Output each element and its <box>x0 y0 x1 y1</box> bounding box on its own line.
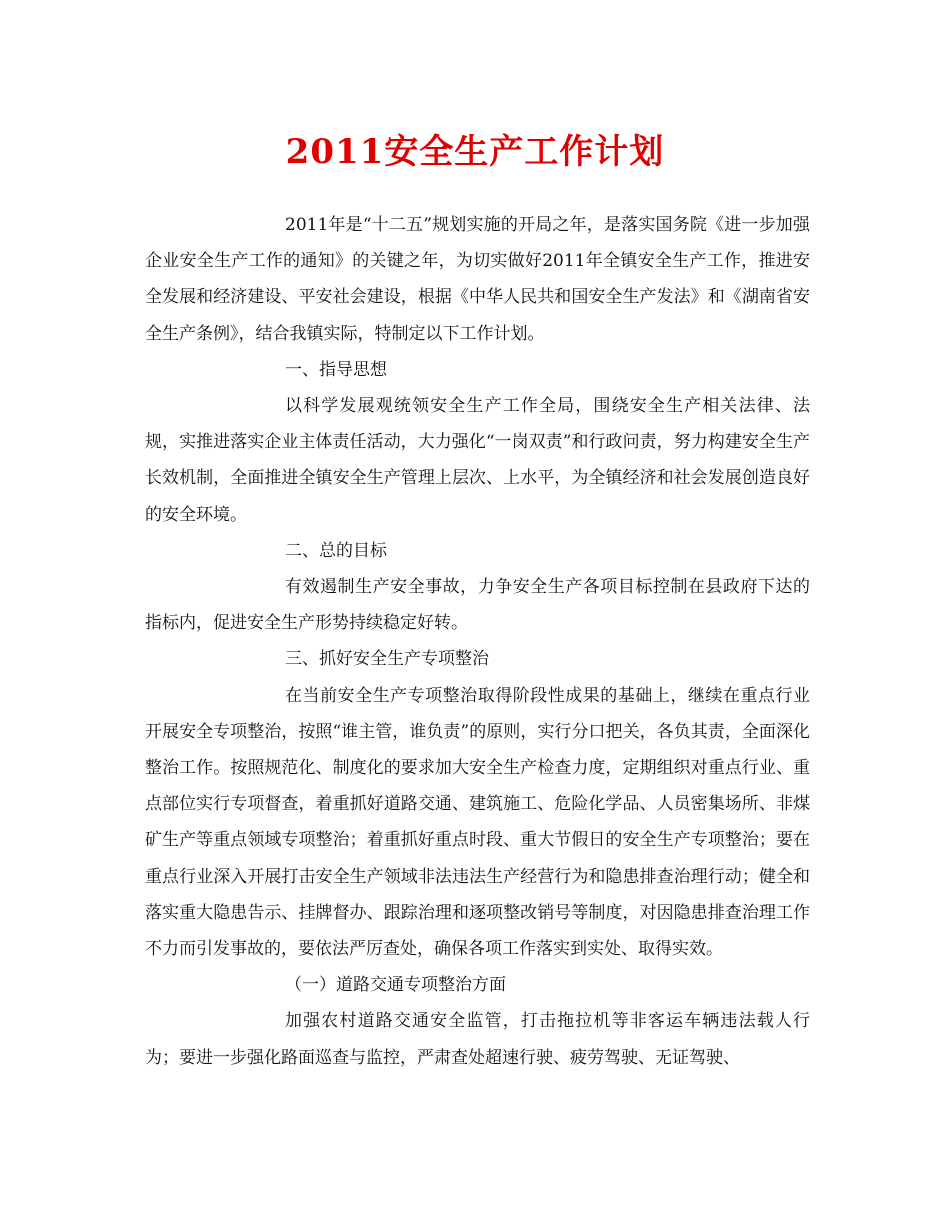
paragraph-intro: 2011年是“十二五”规划实施的开局之年，是落实国务院《进一步加强企业安全生产工作的通知》的关键之年，为切实做好2011年全镇安全生产工作，推进安全发展和经济建设、平安社会建设，根据《中华人民共和国安全生产发法》和《湖南省安全生产条例》，结合我镇实际，特制定以下工作计划。 <box>145 215 810 344</box>
section-heading-guiding-ideology: 一、指导思想 <box>285 359 387 380</box>
paragraph-overall-goal: 有效遏制生产安全事故，力争安全生产各项目标控制在县政府下达的指标内，促进安全生产形势持续稳定好转。 <box>145 577 810 634</box>
document-body <box>145 207 810 1076</box>
paragraph-guiding-ideology: 以科学发展观统领安全生产工作全局，围绕安全生产相关法律、法规，实推进落实企业主体责任活动，大力强化“一岗双责”和行政问责，努力构建安全生产长效机制，全面推进全镇安全生产管理上层次、上水平，为全镇经济和社会发展创造良好的安全环境。 <box>145 396 810 525</box>
document-title: 2011安全生产工作计划 <box>285 132 665 172</box>
paragraph-special-rectification: 在当前安全生产专项整治取得阶段性成果的基础上，继续在重点行业开展安全专项整治，按照“谁主管，谁负责”的原则，实行分口把关，各负其责，全面深化整治工作。按照规范化、制度化的要求加大安全生产检查力度，定期组织对重点行业、重点部位实行专项督查，着重抓好道路交通、建筑施工、危险化学品、人员密集场所、非煤矿生产等重点领域专项整治；着重抓好重点时段、重大节假日的安全生产专项整治；要在重点行业深入开展打击安全生产领域非法违法生产经营行为和隐患排查治理行动；健全和落实重大隐患告示、挂牌督办、跟踪治理和逐项整改销号等制度，对因隐患排查治理工作不力而引发事故的，要依法严厉查处，确保各项工作落实到实处、取得实效。 <box>145 685 810 960</box>
section-heading-overall-goal: 二、总的目标 <box>285 540 387 561</box>
subsection-heading-road-traffic: （一）道路交通专项整治方面 <box>285 975 506 996</box>
section-heading-special-rectification: 三、抓好安全生产专项整治 <box>285 649 489 670</box>
paragraph-road-traffic: 加强农村道路交通安全监管，打击拖拉机等非客运车辆违法载人行为；要进一步强化路面巡查与监控，严肃查处超速行驶、疲劳驾驶、无证驾驶、 <box>145 1011 810 1068</box>
